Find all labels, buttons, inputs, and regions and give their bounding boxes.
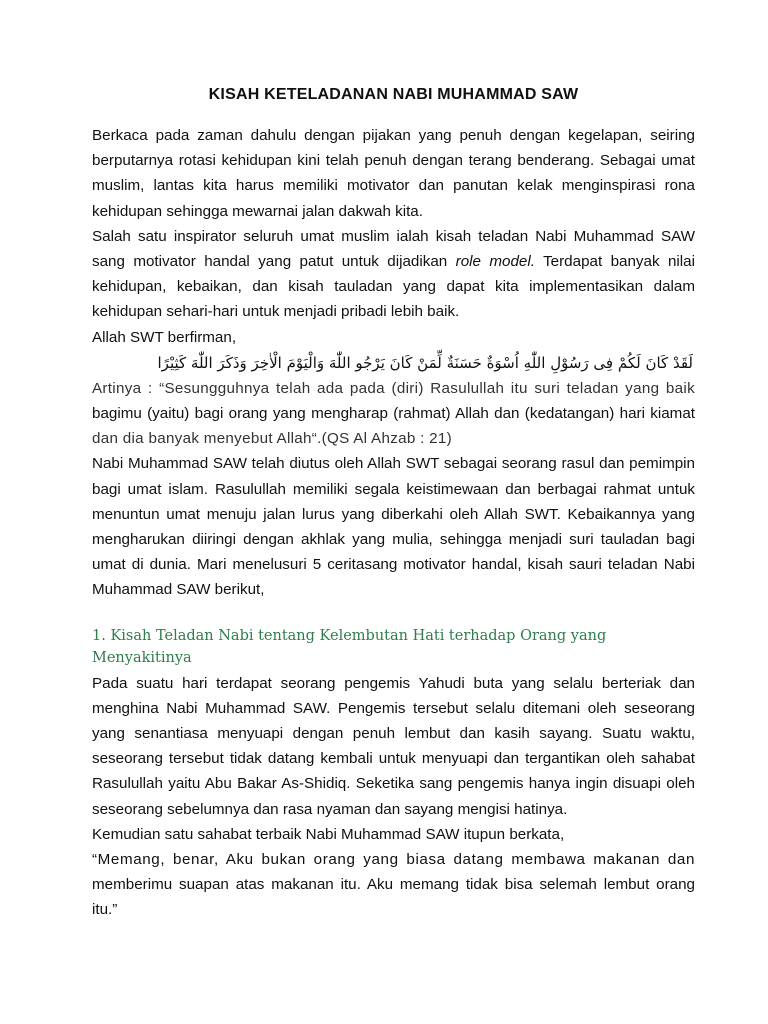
body-paragraph-3: Nabi Muhammad SAW telah diutus oleh Allah SWT sebagai seorang rasul dan pemimpin bagi umat islam. Rasulullah memiliki segala keistimewaan dan berbagai rahmat untuk menuntun umat menuju jalan lurus yang diberkahi oleh Allah SWT. Kebaikannya yang mengharukan diiringi dengan akhlak yang mulia, sehingga menjadi suri tauladan bagi umat di dunia. Mari menelusuri 5 ceritasang motivator handal, kisah sauri teladan Nabi Muhammad SAW berikut, xyxy=(92,455,695,599)
intro-paragraph-2-start: Salah satu inspirator seluruh umat muslim ialah kisah teladan Nabi Muhammad SAW sang motivator handal yang patut untuk dijadikan xyxy=(92,227,695,271)
quote-line-1: “Memang, benar, Aku bukan orang yang biasa datang membawa makanan dan xyxy=(92,851,695,869)
document-title: KISAH KETELADANAN NABI MUHAMMAD SAW xyxy=(208,86,579,103)
intro-paragraph-2 xyxy=(92,224,695,325)
translation-line-1: Artinya : “Sesungguhnya telah ada pada (diri) Rasulullah itu suri teladan yang baik xyxy=(92,379,695,397)
section-1-paragraph-2: Kemudian satu sahabat terbaik Nabi Muhammad SAW itupun berkata, xyxy=(92,825,565,843)
intro-paragraph-2-end: Terdapat banyak nilai kehidupan, kebaikan, dan kisah tauladan yang dapat kita implementasikan dalam kehidupan sehari-hari untuk menjadi pribadi lebih baik. xyxy=(92,253,695,321)
role-model-emphasis: role model. xyxy=(455,253,535,271)
section-1-paragraph-1: Pada suatu hari terdapat seorang pengemis Yahudi buta yang selalu berteriak dan menghina Nabi Muhammad SAW. Pengemis tersebut selalu ditemani oleh seseorang yang senantiasa menyuapi dengan penuh lembut dan kasih sayang. Suatu waktu, seseorang tersebut tidak datang kembali untuk menyuapi dan tergantikan oleh sahabat Rasulullah yaitu Abu Bakar As-Shidiq. Seketika sang pengemis hanya ingin disuapi oleh seseorang sebelumnya dan rasa nyaman dan sayang mengisi hatinya. xyxy=(92,674,695,818)
quote-rest: memberimu suapan atas makanan itu. Aku memang tidak bisa selemah lembut orang itu.” xyxy=(92,876,695,919)
arabic-verse: لَقَدْ كَانَ لَكُمْ فِى رَسُوْلِ اللّٰهِ اُسْوَةٌ حَسَنَةٌ لِّمَنْ كَانَ يَرْجُو اللّٰهَ وَالْيَوْمَ الْاٰخِرَ وَذَكَرَ اللّٰهَ كَثِيْرًا xyxy=(157,353,693,372)
translation-line-2: bagimu (yaitu) bagi orang yang mengharap (rahmat) Allah dan (kedatangan) hari kiamat xyxy=(92,405,695,423)
section-1-heading: 1. Kisah Teladan Nabi tentang Kelembutan Hati terhadap Orang yang Menyakitinya xyxy=(92,627,607,666)
allah-berfirman-line: Allah SWT berfirman, xyxy=(92,328,237,346)
translation-line-3: dan dia banyak menyebut Allah“.(QS Al Ahzab : 21) xyxy=(92,430,453,448)
intro-paragraph-1: Berkaca pada zaman dahulu dengan pijakan yang penuh dengan kegelapan, seiring berputarnya rotasi kehidupan kini telah penuh dengan terang benderang. Sebagai umat muslim, lantas kita harus memiliki motivator dan panutan kelak menginspirasi rona kehidupan sehingga mewarnai jalan dakwah kita. xyxy=(92,127,695,220)
